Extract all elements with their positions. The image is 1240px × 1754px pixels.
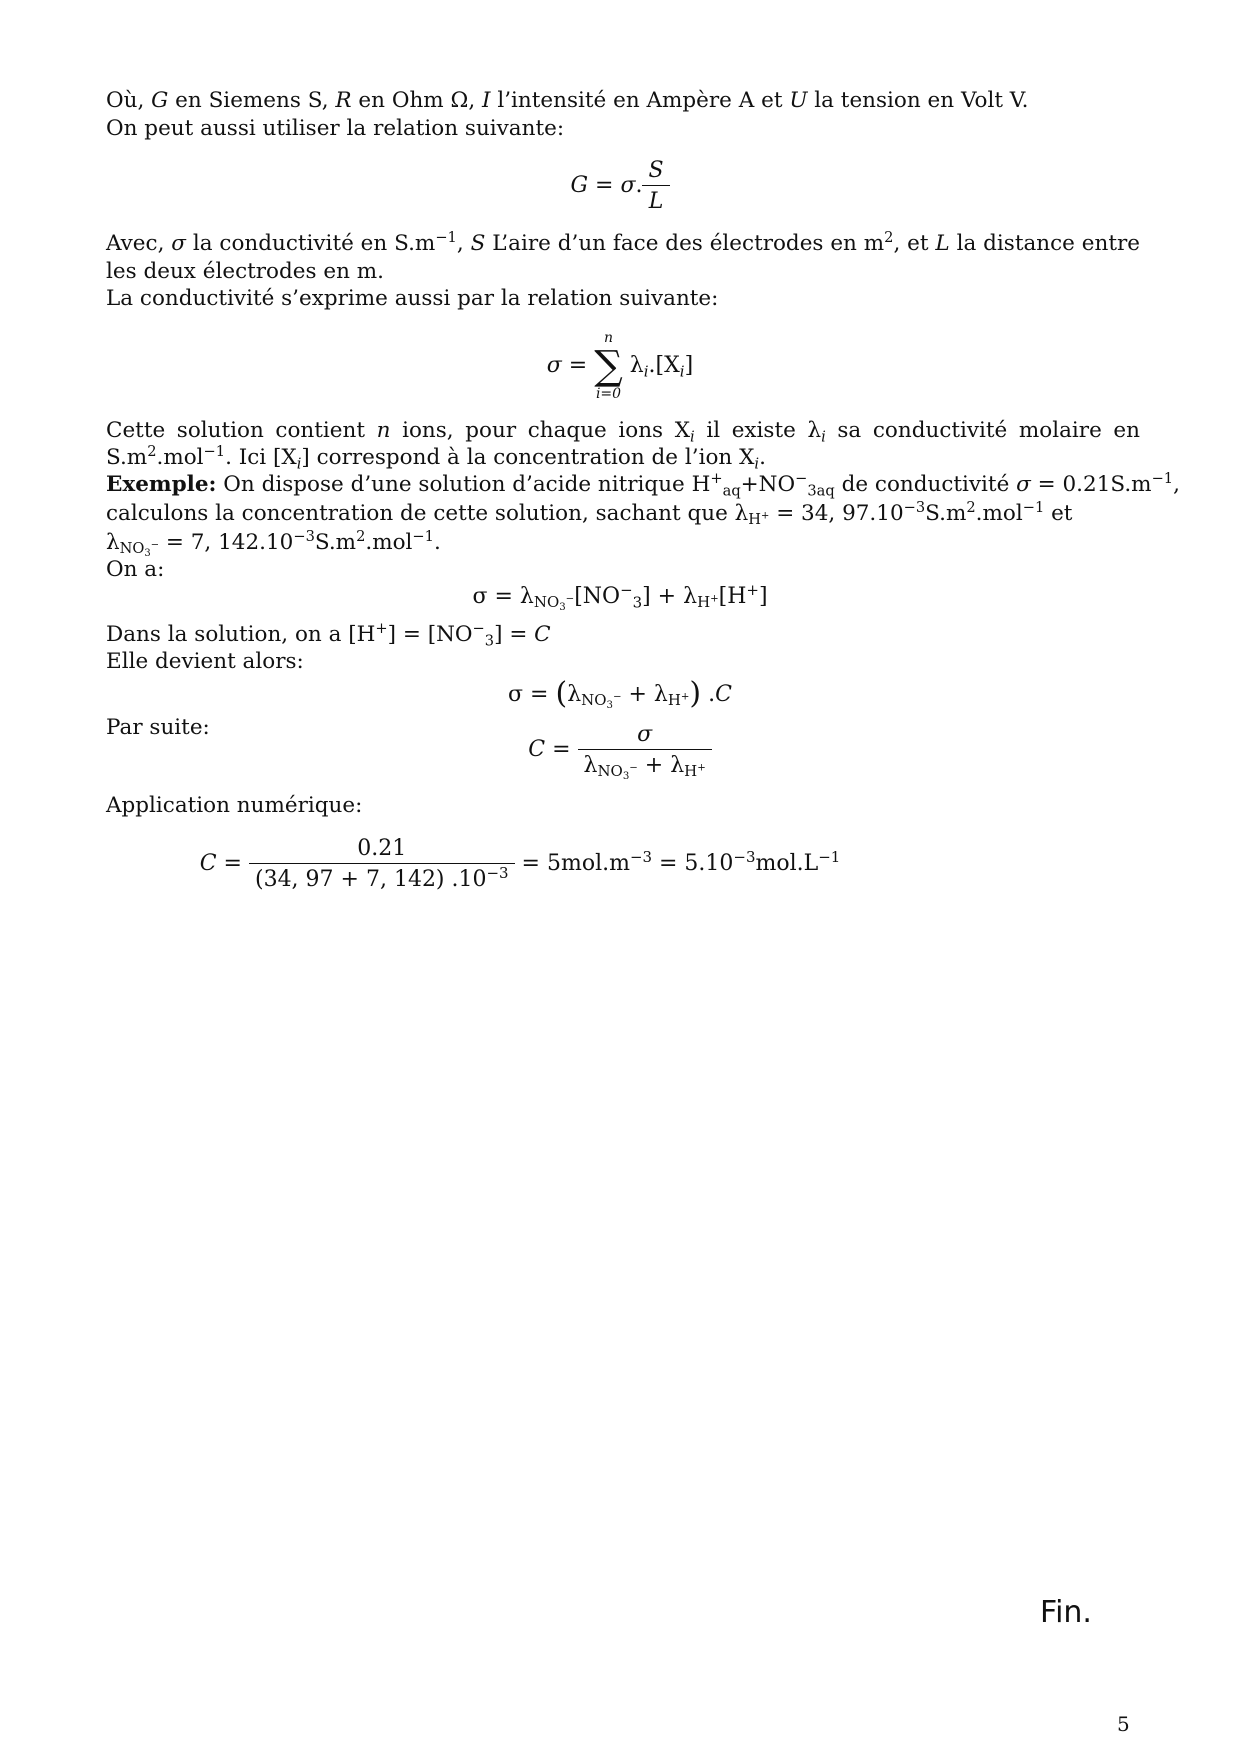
var-u: U [789, 88, 808, 113]
fraction [578, 722, 712, 783]
exponent: + [680, 691, 690, 703]
par-suite-label: Par suite: [106, 715, 210, 740]
text: S.m [925, 501, 967, 526]
subscript: 3 [622, 771, 630, 783]
equation-numeric [0, 836, 1140, 892]
subscript: i [821, 428, 826, 446]
text: il existe [694, 418, 808, 443]
ions-paragraph [106, 416, 1140, 446]
exponent: −1 [818, 847, 841, 866]
eq-text: ] [684, 353, 694, 378]
eq-lhs: C = [199, 851, 249, 876]
text: λ [106, 530, 120, 555]
exponent: −1 [412, 527, 434, 545]
var-n: n [376, 418, 391, 443]
subscript: 3 [559, 602, 566, 614]
text: = 0.21S.m [1030, 472, 1152, 497]
text: ] = [NO [387, 622, 473, 647]
var-sigma: σ [171, 231, 186, 256]
text: ions, pour chaque ions X [390, 418, 691, 443]
eq-text: = 5.10 [652, 851, 734, 876]
subscript: i [754, 455, 760, 473]
fraction-denominator [249, 864, 515, 892]
text: sa conductivité molaire en [825, 418, 1140, 443]
eq-dot: . [635, 173, 643, 198]
text: .mol [365, 530, 413, 555]
text: la distance entre [949, 231, 1140, 256]
subscript [748, 511, 769, 528]
eq-text: = 5mol.m [514, 851, 630, 876]
text: Où, [106, 88, 152, 113]
fraction-denominator: L [648, 189, 664, 214]
fraction-denominator [578, 750, 712, 783]
eq-text: λ [583, 753, 598, 778]
paren-left: ( [555, 676, 568, 711]
exponent: − [612, 691, 622, 703]
eq-text: ] [758, 584, 768, 609]
exponent: 2 [966, 498, 976, 516]
text: , [1173, 472, 1180, 497]
subscript-text: H [697, 593, 711, 612]
relation-intro: On peut aussi utiliser la relation suivante: [106, 116, 565, 141]
subscript [597, 762, 638, 783]
subscript: 3 [144, 548, 151, 560]
subscript: 3 [606, 700, 613, 712]
text: = 7, 142.10 [159, 530, 294, 555]
equation-conductance [0, 158, 1240, 214]
eq-lhs: σ = [546, 353, 595, 378]
equation-c-formula [0, 722, 1240, 783]
subscript [581, 691, 622, 712]
subscript: 3aq [807, 482, 835, 500]
exponent: −1 [1022, 498, 1045, 516]
exponent: − [472, 619, 485, 637]
subscript: 3 [632, 593, 643, 612]
subscript-text: NO [533, 593, 560, 612]
eq-text: σ = [508, 682, 556, 707]
equation-sigma-c [0, 676, 1240, 711]
sum-sigma-icon: ∑ [594, 343, 623, 389]
exponent: 2 [356, 527, 366, 545]
var-r: R [335, 88, 352, 113]
subscript-text: H [748, 511, 762, 529]
fraction-numerator: σ [578, 722, 712, 750]
eq-text: ] + λ [642, 584, 698, 609]
example-label: Exemple: [106, 472, 217, 497]
text: On dispose d’une solution d’acide nitrique H [216, 472, 711, 497]
example-paragraph [106, 470, 1180, 500]
eq-text: (34, 97 + 7, 142) .10 [254, 867, 487, 892]
var-c: C [534, 622, 551, 647]
fraction [249, 836, 515, 892]
sum-upper-limit: n [604, 330, 614, 346]
conductivity-definition [106, 229, 1140, 259]
text: Avec, [106, 231, 172, 256]
subscript [533, 593, 575, 614]
fraction-numerator: S [642, 158, 669, 186]
subscript: aq [722, 482, 741, 500]
exponent: −3 [629, 847, 653, 866]
devient-label: Elle devient alors: [106, 649, 304, 674]
exponent: + [746, 580, 759, 599]
text: en Ohm Ω, [351, 88, 483, 113]
subscript: i [296, 455, 302, 473]
text: ] correspond à la concentration de l’ion X [301, 445, 755, 470]
var-lambda: λ [807, 418, 822, 443]
conductivity-definition-cont: les deux électrodes en m. [106, 259, 384, 284]
subscript: i [643, 362, 649, 381]
text: en Siemens S, [168, 88, 336, 113]
exponent: − [565, 593, 575, 605]
eq-sigma: σ [620, 173, 636, 198]
exponent: + [697, 762, 706, 774]
exponent: −3 [733, 847, 756, 866]
text: . [759, 445, 766, 470]
subscript-text: NO [597, 762, 623, 781]
eq-text: . [701, 682, 716, 707]
text: Cette solution contient [106, 418, 377, 443]
eq-text: .[X [648, 353, 680, 378]
eq-text: [NO [574, 584, 621, 609]
subscript-text: NO [119, 540, 145, 558]
text: +NO [740, 472, 796, 497]
eq-text: + λ [621, 682, 668, 707]
eq-text: + λ [637, 753, 685, 778]
application-label: Application numérique: [106, 793, 363, 818]
subscript [668, 691, 690, 709]
exponent: −3 [903, 498, 926, 516]
eq-text: [H [718, 584, 747, 609]
exponent: − [795, 469, 808, 487]
eq-text: λ [567, 682, 582, 707]
var-l: L [935, 231, 950, 256]
fraction-numerator: 0.21 [249, 836, 515, 864]
subscript: 3 [484, 632, 495, 650]
text: , [456, 231, 471, 256]
text: S.m [106, 445, 148, 470]
eq-sign: = [588, 173, 621, 198]
end-marker: Fin. [1040, 1595, 1092, 1630]
exponent: −3 [293, 527, 315, 545]
var-i: I [482, 88, 491, 113]
text: l’intensité en Ampère A et [490, 88, 790, 113]
subscript-text: NO [581, 691, 607, 710]
var-s: S [470, 231, 486, 256]
sum-lower-limit: i=0 [595, 386, 622, 402]
text: . Ici [X [225, 445, 297, 470]
var-g: G [151, 88, 169, 113]
eq-lhs: C = [528, 737, 578, 762]
equation-sigma-ions [0, 580, 1240, 614]
var-sigma: σ [1016, 472, 1031, 497]
units-paragraph [106, 86, 1028, 116]
on-a-label: On a: [106, 557, 165, 582]
exponent: 2 [884, 228, 894, 246]
text: L’aire d’un face des électrodes en m [485, 231, 885, 256]
exponent: + [710, 593, 719, 605]
text: et [1044, 501, 1073, 526]
subscript: i [679, 362, 685, 381]
exponent: 2 [147, 442, 157, 460]
ions-paragraph-cont [106, 443, 766, 473]
exponent: − [150, 539, 160, 551]
exponent: −3 [486, 863, 509, 882]
text: la conductivité en S.m [185, 231, 436, 256]
text: .mol [156, 445, 204, 470]
paren-right: ) [689, 676, 702, 711]
subscript-text: H [684, 762, 698, 781]
text: .mol [975, 501, 1023, 526]
subscript [697, 593, 719, 611]
text: la tension en Volt V. [807, 88, 1029, 113]
equation-sum [0, 330, 1240, 402]
text: = 34, 97.10 [769, 501, 904, 526]
text: , et [893, 231, 936, 256]
subscript [684, 762, 706, 780]
eq-text: σ = λ [472, 584, 534, 609]
exponent: −1 [203, 442, 226, 460]
example-paragraph-cont-2 [106, 528, 441, 558]
eq-lambda: λ [629, 353, 644, 378]
subscript: i [690, 428, 695, 446]
text: Dans la solution, on a [H [106, 622, 376, 647]
subscript-text: H [667, 691, 681, 710]
eq-text: mol.L [755, 851, 819, 876]
text: . [433, 530, 441, 555]
exponent: − [629, 762, 638, 774]
exponent: + [710, 469, 723, 487]
text: ] = [494, 622, 535, 647]
exponent: + [761, 510, 770, 522]
page-number: 5 [1117, 1712, 1130, 1736]
eq-lhs: G [570, 173, 589, 198]
example-paragraph-cont [106, 499, 1072, 529]
equality-paragraph [106, 620, 551, 650]
exponent: − [620, 580, 633, 599]
var-c: C [715, 682, 732, 707]
text: calculons la concentration de cette solution, sachant que λ [106, 501, 749, 526]
summation [594, 330, 623, 402]
exponent: −1 [435, 228, 457, 246]
text: S.m [314, 530, 357, 555]
exponent: + [375, 619, 388, 637]
exponent: −1 [1151, 469, 1174, 487]
conductivity-relation-intro: La conductivité s’exprime aussi par la relation suivante: [106, 286, 719, 311]
text: de conductivité [834, 472, 1017, 497]
fraction [642, 158, 669, 214]
